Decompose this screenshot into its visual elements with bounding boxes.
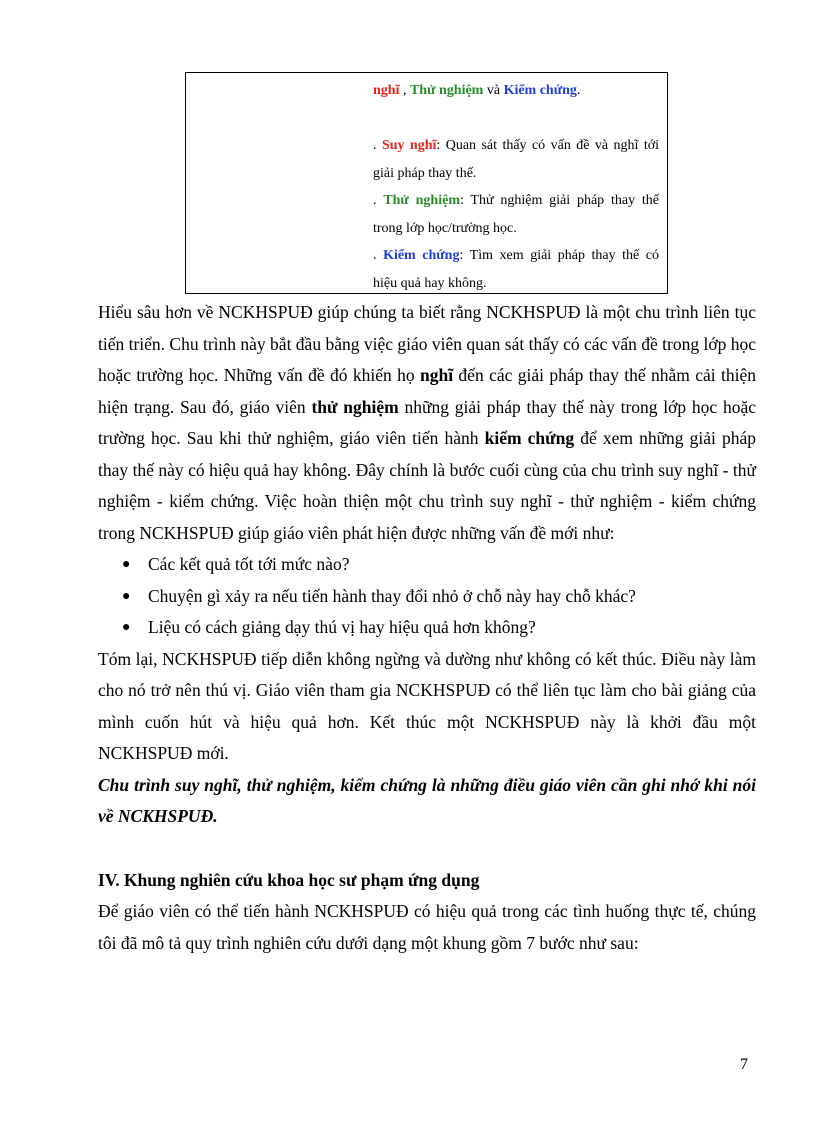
bullet-icon: ● bbox=[122, 557, 131, 572]
term-nghi: nghĩ bbox=[373, 83, 400, 98]
paragraph-cycle bbox=[98, 297, 756, 549]
page-number: 7 bbox=[740, 1056, 748, 1073]
bullet-icon: ● bbox=[122, 588, 131, 604]
box-line-1 bbox=[373, 77, 659, 105]
bold-thu-nghiem: thử nghiệm bbox=[311, 396, 399, 417]
paragraph-summary: Tóm lại, NCKHSPUĐ tiếp diễn không ngừng và dường như không có kết thúc. Điều này làm cho nó trở nên thú vị. Giáo viên tham gia NCKHSPUĐ có thể liên tục làm cho bài giảng của mình cuốn hút và hiệu quả hơn. Kết thúc một NCKHSPUĐ này là khởi đầu một NCKHSPUĐ mới. bbox=[98, 648, 756, 763]
box-item-thu-nghiem bbox=[373, 187, 659, 242]
period: . bbox=[576, 83, 581, 98]
list-item-text: Các kết quả tốt tới mức nào? bbox=[148, 554, 350, 574]
text: Hiểu sâu hơn về NCKHSPUĐ giúp chúng ta biết rằng NCKHSPUĐ là một chu trình liên tục tiến triển. Chu trình này bắt đầu bằng việc giáo viên quan sát thấy có các vấn đề trong lớp học hoặc trường học. Những vấn đề đó khiến họ bbox=[98, 302, 757, 385]
term-kiem-chung: Kiểm chứng bbox=[503, 83, 577, 98]
item-description: : Thử nghiệm giải pháp thay thế trong lớp học/trường học. bbox=[373, 193, 659, 236]
body-text bbox=[98, 297, 756, 959]
list-item-text: Chuyện gì xảy ra nếu tiến hành thay đổi nhỏ ở chỗ này hay chỗ khác? bbox=[148, 585, 636, 606]
emphasis-note: Chu trình suy nghĩ, thử nghiệm, kiểm chứng là những điều giáo viên cần ghi nhớ khi nói về NCKHSPUĐ. bbox=[98, 774, 756, 826]
section-heading: IV. Khung nghiên cứu khoa học sư phạm ứng dụng bbox=[98, 869, 480, 890]
list-item bbox=[98, 549, 756, 581]
text: để xem những giải pháp thay thế này có hiệu quả hay không. Đây chính là bước cuối cùng của chu trình suy nghĩ - thử nghiệm - kiểm chứng. Việc hoàn thiện một chu trình suy nghĩ - thử nghiệm - kiểm chứng trong NCKHSPUĐ giúp giáo viên phát hiện được những vấn đề mới như: bbox=[98, 428, 756, 543]
term-thu-nghiem: Thử nghiệm bbox=[409, 83, 484, 98]
item-description: : Quan sát thấy có vấn đề và nghĩ tới giải pháp thay thế. bbox=[373, 138, 660, 181]
separator: , bbox=[399, 83, 410, 98]
spacer bbox=[98, 833, 756, 865]
item-description: : Tìm xem giải pháp thay thế có hiệu quả hay không. bbox=[373, 248, 660, 291]
list-item bbox=[98, 581, 756, 613]
summary-box bbox=[185, 72, 668, 294]
summary-box-column bbox=[373, 77, 659, 297]
item-term: Suy nghĩ bbox=[381, 138, 437, 153]
item-term: Kiểm chứng bbox=[383, 248, 460, 263]
item-term: Thử nghiệm bbox=[383, 193, 460, 208]
conjunction: và bbox=[483, 83, 504, 98]
item-prefix: . bbox=[373, 248, 384, 263]
list-item-text: Liệu có cách giảng dạy thú vị hay hiệu quả hơn không? bbox=[148, 617, 536, 637]
item-prefix: . bbox=[373, 138, 382, 153]
item-prefix: . bbox=[373, 193, 384, 208]
blank-line bbox=[373, 105, 659, 133]
box-item-suy-nghi bbox=[373, 132, 659, 187]
bold-kiem-chung: kiểm chứng bbox=[484, 428, 575, 448]
question-list bbox=[98, 549, 756, 644]
list-item bbox=[98, 612, 756, 644]
paragraph-framework: Để giáo viên có thể tiến hành NCKHSPUĐ có hiệu quả trong các tình huống thực tế, chúng tôi đã mô tả quy trình nghiên cứu dưới dạng một khung gồm 7 bước như sau: bbox=[98, 901, 756, 953]
box-item-kiem-chung bbox=[373, 242, 659, 297]
text: những giải pháp thay thế này trong lớp học hoặc trường học. Sau khi thử nghiệm, giáo viên tiến hành bbox=[98, 396, 756, 448]
bold-nghi: nghĩ bbox=[419, 365, 454, 385]
bullet-icon: ● bbox=[122, 620, 131, 635]
text: đến các giải pháp thay thế nhằm cải thiện hiện trạng. Sau đó, giáo viên bbox=[98, 365, 756, 417]
